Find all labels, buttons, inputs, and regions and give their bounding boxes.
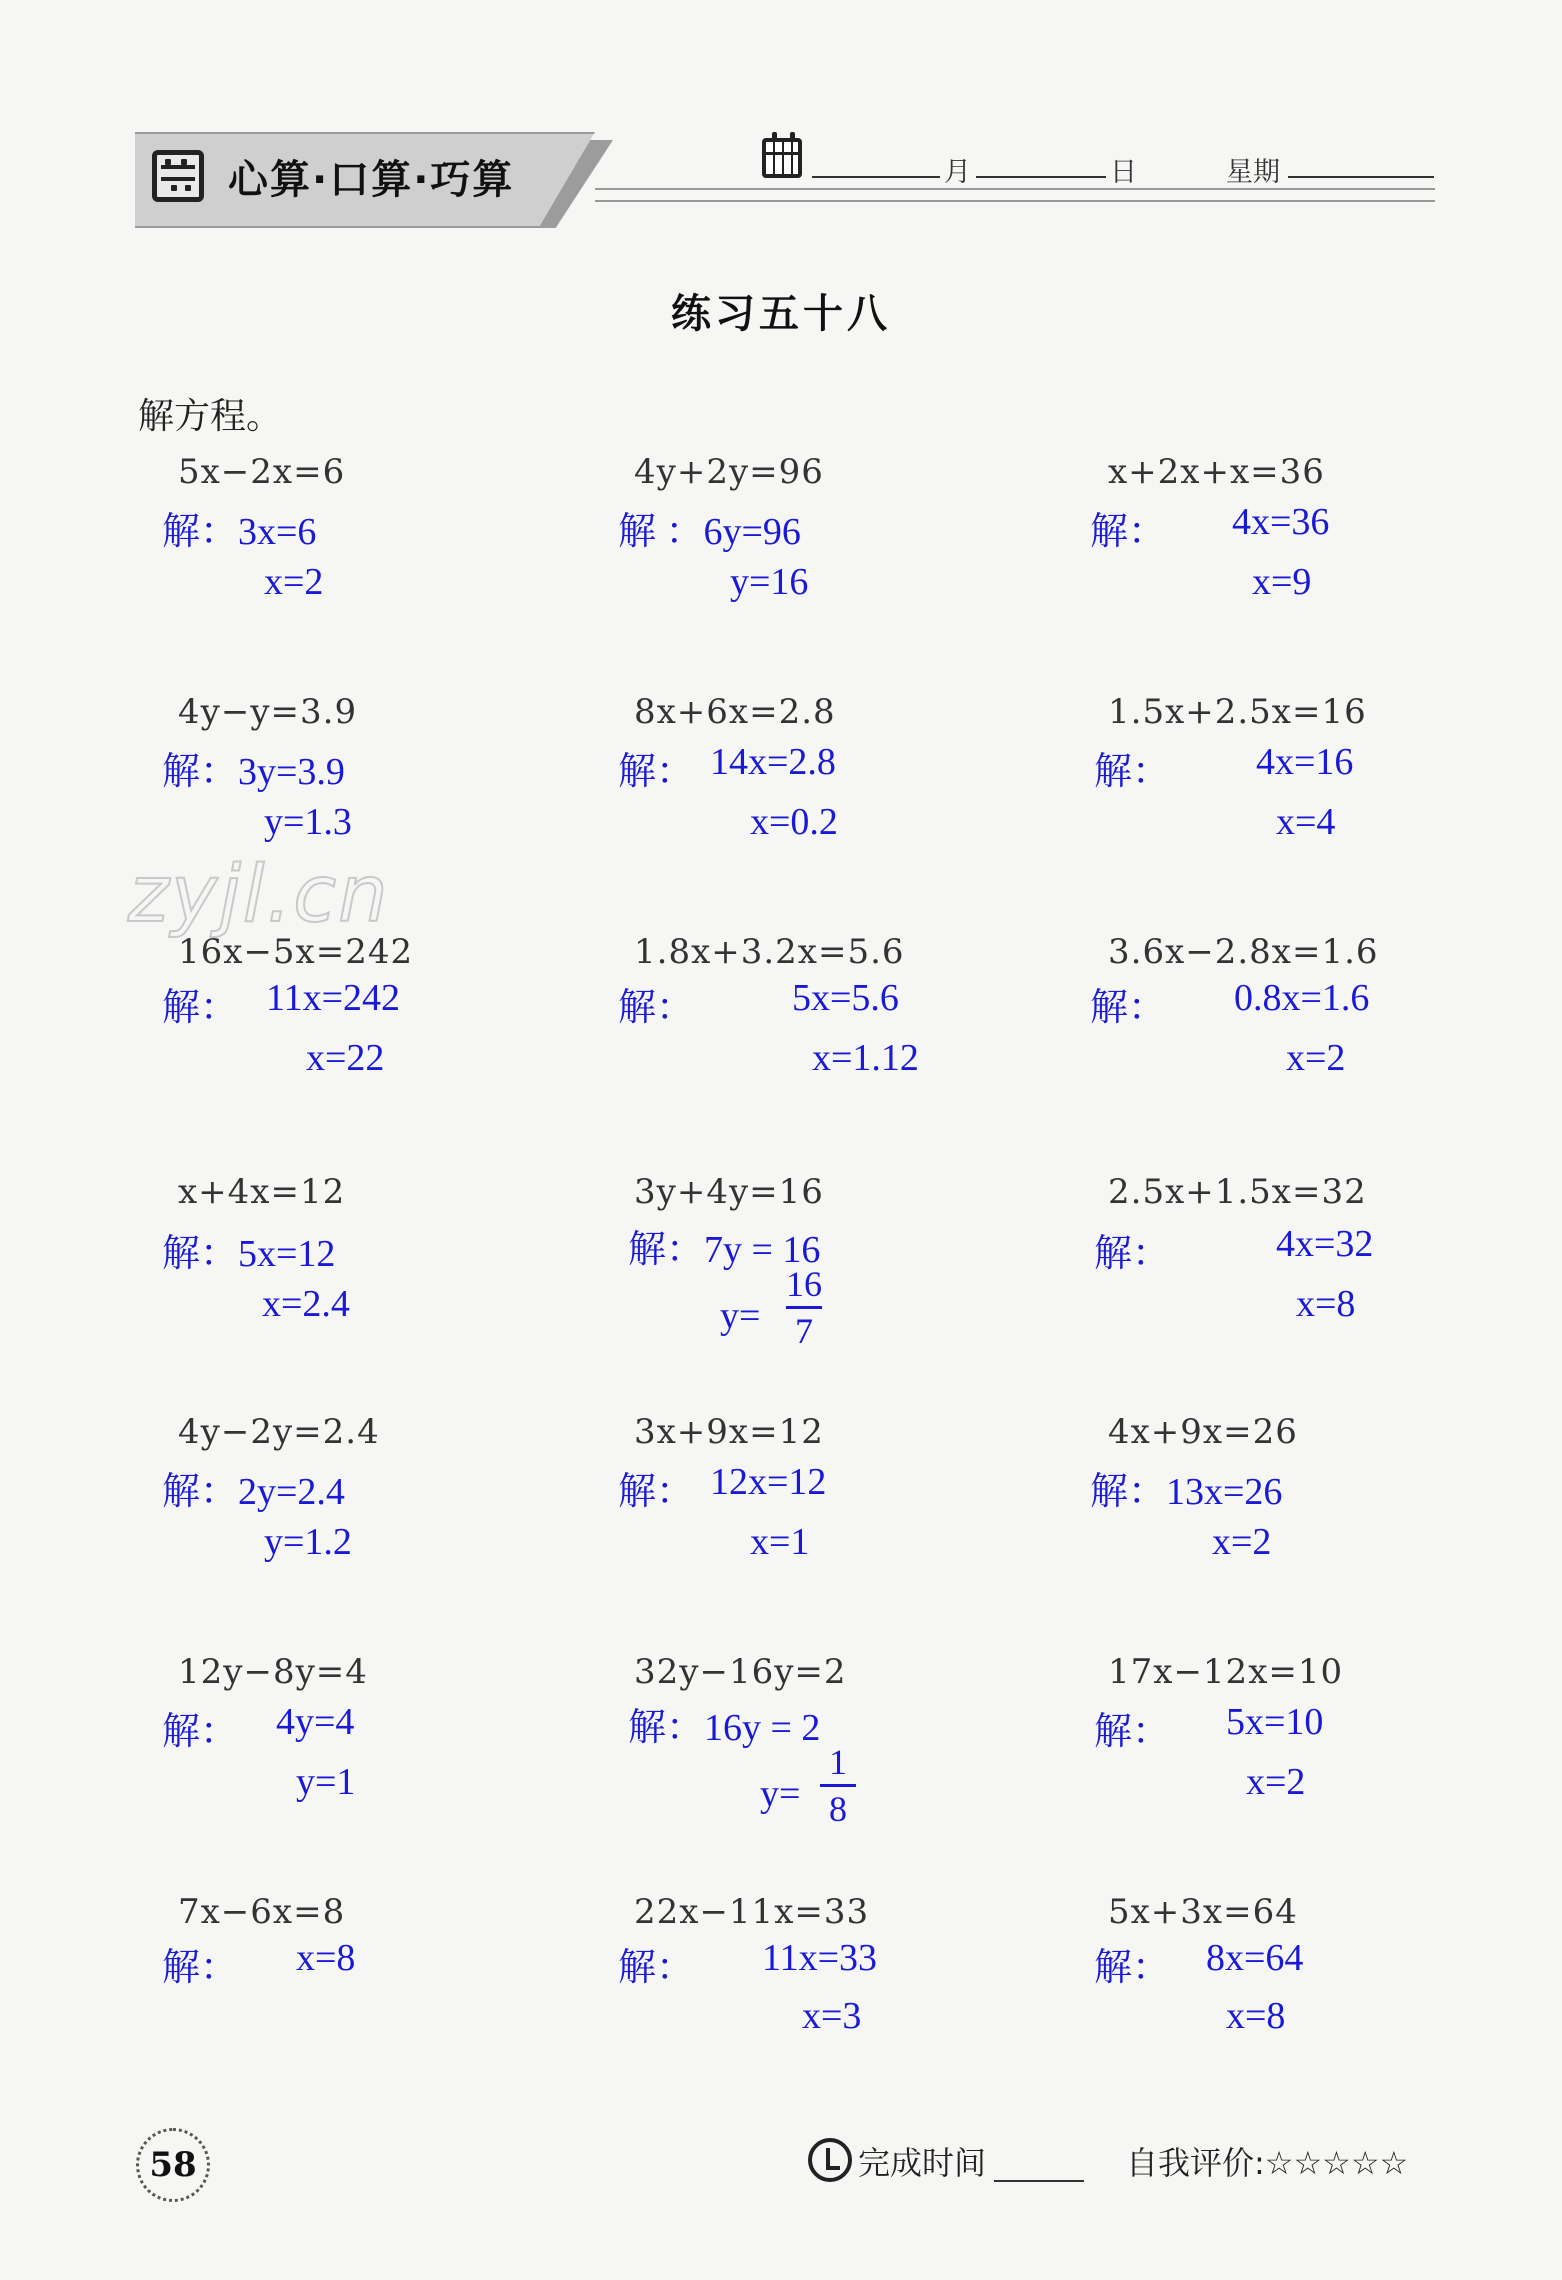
solution-result: y=1.3: [264, 801, 352, 843]
calendar-icon: [762, 138, 802, 178]
equation: 16x−5x=242: [178, 932, 414, 972]
solution-step: 解 ：6y=96: [618, 511, 801, 553]
equation: 5x−2x=6: [178, 452, 346, 492]
solution-step: 8x=64: [1206, 1937, 1304, 1979]
solution-step: 5x=5.6: [792, 977, 899, 1019]
solution-step: 4y=4: [276, 1701, 355, 1743]
solution-step: 0.8x=1.6: [1234, 977, 1370, 1019]
solution-result: x=2: [1246, 1761, 1306, 1803]
abacus-icon: [152, 150, 204, 202]
equation: x+2x+x=36: [1108, 452, 1325, 492]
equation: 5x+3x=64: [1108, 1892, 1298, 1932]
equation: 7x−6x=8: [178, 1892, 346, 1932]
weekday-blank[interactable]: [1288, 176, 1434, 178]
equation: x+4x=12: [178, 1172, 346, 1212]
header-rule: [595, 188, 1435, 202]
watermark-logo: zyjl.cn: [128, 850, 390, 940]
completion-time-label: 完成时间: [858, 2144, 987, 2182]
solution-result: x=2: [264, 561, 324, 603]
solution-result: x=1: [750, 1521, 810, 1563]
fraction-denominator: 7: [795, 1311, 813, 1351]
instruction-text: 解方程。: [138, 396, 283, 437]
equation: 12y−8y=4: [178, 1652, 368, 1692]
solution-result: x=22: [306, 1037, 385, 1079]
solution-result: x=3: [802, 1995, 862, 2037]
solution-label: 解：: [618, 1947, 695, 1989]
equation: 4y+2y=96: [634, 452, 824, 492]
solution-step: 5x=10: [1226, 1701, 1324, 1743]
equation: 3.6x−2.8x=1.6: [1108, 932, 1379, 972]
solution-fraction-label: y=: [760, 1773, 801, 1815]
solution-label: 解：: [1094, 751, 1171, 793]
solution-step: 解：3x=6: [162, 511, 317, 553]
fraction: [820, 1742, 856, 1829]
page-title: 练习五十八: [671, 291, 891, 337]
solution-step: 4x=32: [1276, 1223, 1374, 1265]
equation: 1.5x+2.5x=16: [1108, 692, 1367, 732]
completion-time-blank[interactable]: [994, 2180, 1084, 2182]
month-blank[interactable]: [812, 176, 940, 178]
equation: 4y−y=3.9: [178, 692, 358, 732]
solution-step: 解：5x=12: [162, 1233, 336, 1275]
day-label: 日: [1110, 157, 1137, 188]
solution-label: 解：: [162, 1947, 239, 1989]
solution-step: 4x=36: [1232, 501, 1330, 543]
solution-step: 4x=16: [1256, 741, 1354, 783]
solution-label: 解：: [618, 751, 695, 793]
solution-result: x=2: [1212, 1521, 1272, 1563]
fraction-bar: [786, 1306, 822, 1309]
solution-step: 解：2y=2.4: [162, 1471, 345, 1513]
equation: 17x−12x=10: [1108, 1652, 1344, 1692]
solution-label: 解：: [1094, 1947, 1171, 1989]
equation: 32y−16y=2: [634, 1652, 847, 1692]
day-blank[interactable]: [976, 176, 1106, 178]
solution-step: 11x=242: [266, 977, 401, 1019]
fraction-bar: [820, 1784, 856, 1787]
solution-result: x=2.4: [262, 1283, 350, 1325]
equation: 3x+9x=12: [634, 1412, 824, 1452]
solution-label: 解：: [618, 987, 695, 1029]
solution-label: 解：: [162, 1711, 239, 1753]
fraction: [786, 1264, 822, 1351]
equation: 8x+6x=2.8: [634, 692, 836, 732]
solution-step: x=8: [296, 1937, 356, 1979]
solution-label: 解：: [162, 987, 239, 1029]
solution-result: x=4: [1276, 801, 1336, 843]
solution-result: x=8: [1226, 1995, 1286, 2037]
solution-label: 解：: [1090, 987, 1167, 1029]
solution-step: 解：13x=26: [1090, 1471, 1283, 1513]
solution-result: y=16: [730, 561, 809, 603]
equation: 2.5x+1.5x=32: [1108, 1172, 1367, 1212]
solution-step: 14x=2.8: [710, 741, 836, 783]
clock-icon: [808, 2138, 852, 2182]
solution-fraction-label: y=: [720, 1295, 761, 1337]
equation: 1.8x+3.2x=5.6: [634, 932, 905, 972]
month-label: 月: [944, 157, 971, 188]
solution-step: 解：3y=3.9: [162, 751, 345, 793]
equation: 4y−2y=2.4: [178, 1412, 380, 1452]
solution-step: 解：7y = 16: [628, 1229, 821, 1271]
solution-label: 解：: [1094, 1711, 1171, 1753]
solution-result: x=0.2: [750, 801, 838, 843]
page-number-badge: 58: [136, 2128, 210, 2202]
solution-step: 11x=33: [762, 1937, 878, 1979]
weekday-label: 星期: [1226, 157, 1280, 188]
fraction-denominator: 8: [829, 1789, 847, 1829]
self-evaluation-stars[interactable]: 自我评价:☆☆☆☆☆: [1126, 2144, 1409, 2182]
fraction-numerator: 1: [829, 1742, 847, 1782]
equation: 3y+4y=16: [634, 1172, 824, 1212]
solution-step: 解：16y = 2: [628, 1707, 821, 1749]
solution-result: x=1.12: [812, 1037, 919, 1079]
solution-label: 解：: [1090, 511, 1167, 553]
solution-label: 解：: [618, 1471, 695, 1513]
solution-result: x=8: [1296, 1283, 1356, 1325]
solution-result: y=1: [296, 1761, 356, 1803]
equation: 22x−11x=33: [634, 1892, 870, 1932]
solution-result: y=1.2: [264, 1521, 352, 1563]
solution-result: x=9: [1252, 561, 1312, 603]
solution-step: 12x=12: [710, 1461, 827, 1503]
solution-label: 解：: [1094, 1233, 1171, 1275]
fraction-numerator: 16: [786, 1264, 822, 1304]
solution-result: x=2: [1286, 1037, 1346, 1079]
equation: 4x+9x=26: [1108, 1412, 1298, 1452]
banner-title: 心算·口算·巧算: [228, 157, 515, 203]
